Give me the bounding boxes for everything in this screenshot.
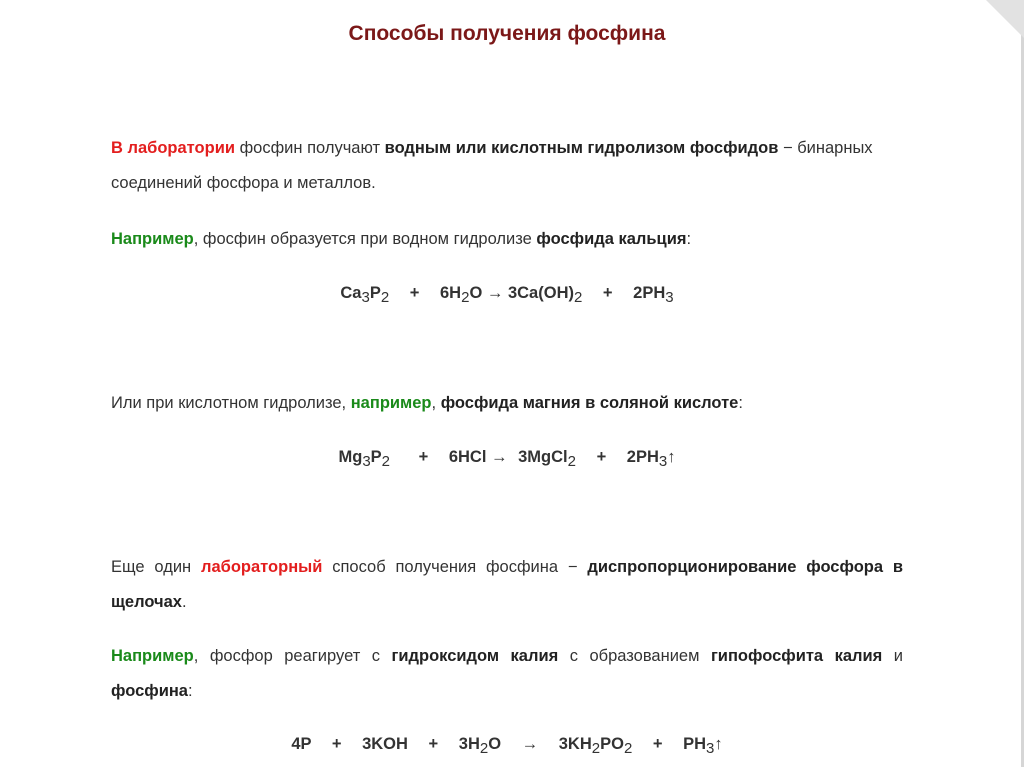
eq-term: 3H [458,735,480,753]
page-title: Способы получения фосфина [348,22,666,45]
highlight-example: Например [111,230,194,248]
eq-term: 6H [440,284,462,302]
bold-potassium-hypophosphite: гипофосфита калия [710,647,883,665]
text: : [738,394,743,412]
eq-subscript: 2 [479,740,489,757]
eq-term: 2PH [626,448,659,466]
reaction-arrow-icon: → [486,284,504,302]
eq-term: O [488,735,502,753]
paragraph-acid-hydrolysis [111,386,903,421]
eq-term: 3KOH [362,735,408,753]
eq-subscript: 2 [461,289,470,306]
highlight-laboratory: В лаборатории [111,139,235,157]
reaction-arrow-icon: → [521,735,539,753]
highlight-example: например [350,394,432,412]
equation-magnesium-phosphide [0,448,1014,470]
bold-disproportionation: диспропорционирование фосфора в щелочах [111,558,904,611]
eq-subscript: 3 [361,289,370,306]
paragraph-example-calcium [111,222,903,257]
eq-term: O [469,284,483,302]
eq-subscript: 2 [573,289,583,306]
equation-phosphorus-koh [0,735,1014,757]
eq-term: P [369,284,381,302]
text: , [431,394,441,412]
text: . [181,593,187,611]
bold-potassium-hydroxide: гидроксидом калия [391,647,559,665]
eq-plus: + [596,448,607,466]
eq-subscript: 3 [665,289,674,306]
eq-subscript: 2 [623,740,633,757]
bold-hydrolysis: водным или кислотным гидролизом фосфидов [384,139,779,157]
eq-plus: + [418,448,429,466]
eq-subscript: 3 [658,453,668,470]
eq-subscript: 2 [381,453,391,470]
eq-term: Mg [338,448,363,466]
eq-term: 3KH [558,735,592,753]
text: Еще один [111,558,201,576]
text: : [187,682,193,700]
eq-term: PO [600,735,624,753]
highlight-example: Например [111,647,194,665]
gas-arrow-icon: ↑ [714,735,723,753]
eq-plus: + [409,284,420,302]
text: : [686,230,692,248]
text: и [882,647,903,665]
bold-phosphine: фосфина [111,682,188,700]
text: с образованием [558,647,711,665]
eq-term: 6HCl [448,448,487,466]
bold-calcium-phosphide: фосфида кальция [536,230,687,248]
eq-plus: + [428,735,439,753]
bold-magnesium-phosphide: фосфида магния в соляной кислоте [440,394,739,412]
eq-term: 3MgCl [518,448,568,466]
eq-subscript: 3 [362,453,371,470]
eq-term: 2PH [633,284,666,302]
equation-calcium-phosphide [0,284,1014,306]
highlight-laboratory-method: лабораторный [201,558,323,576]
text: , фосфин образуется при водном гидролизе [193,230,537,248]
text: способ получения фосфина − [322,558,588,576]
eq-term: P [370,448,382,466]
eq-term: 3Ca(OH) [507,284,574,302]
eq-term: Ca [340,284,362,302]
eq-plus: + [331,735,342,753]
gas-arrow-icon: ↑ [667,448,676,466]
text: , фосфор реагирует с [193,647,392,665]
paragraph-disproportionation [111,550,903,620]
reaction-arrow-icon: → [491,448,508,466]
text: − бинарных соединений фосфора и металлов. [111,139,873,192]
eq-term: 4P [291,735,312,753]
eq-term: PH [683,735,707,753]
eq-subscript: 2 [591,740,601,757]
eq-plus: + [652,735,663,753]
text: Или при кислотном гидролизе, [111,394,351,412]
paragraph-example-koh [111,639,903,709]
eq-subscript: 3 [706,740,715,757]
eq-subscript: 2 [567,453,576,470]
paragraph-laboratory [111,131,903,201]
eq-plus: + [602,284,613,302]
text: фосфин получают [235,139,385,157]
eq-subscript: 2 [380,289,390,306]
